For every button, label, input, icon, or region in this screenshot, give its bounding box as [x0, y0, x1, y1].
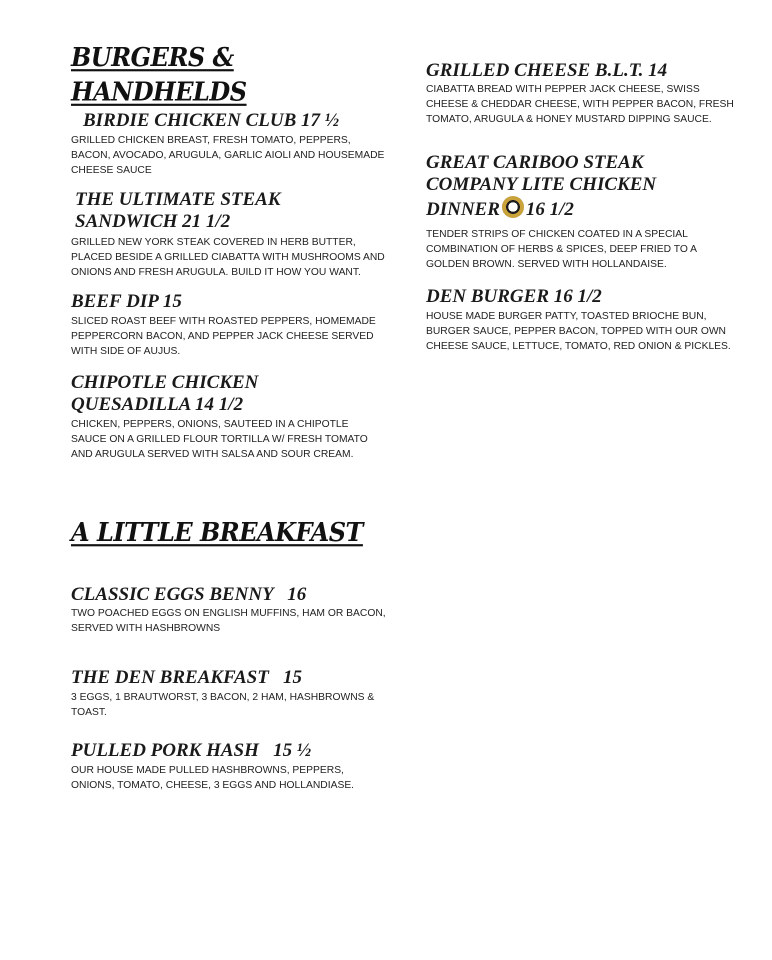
item-desc: TENDER STRIPS OF CHICKEN COATED IN A SPECIAL COMBINATION OF HERBS & SPICES, DEEP FRIED TO A GOLDEN BROWN. SERVED WITH HOLLANDAISE.: [426, 229, 697, 270]
menu-item-den-burger: [426, 286, 726, 308]
item-title: BIRDIE CHICKEN CLUB 17 ½: [83, 110, 340, 131]
item-title: CLASSIC EGGS BENNY 16: [71, 584, 307, 605]
menu-item-eggs-benny: [71, 584, 371, 606]
menu-item-ultimate-steak: [75, 189, 315, 233]
item-title: THE DEN BREAKFAST 15: [71, 667, 303, 688]
item-desc: TWO POACHED EGGS ON ENGLISH MUFFINS, HAM OR BACON, SERVED WITH HASHBROWNS: [71, 608, 386, 634]
item-desc: OUR HOUSE MADE PULLED HASHBROWNS, PEPPERS, ONIONS, TOMATO, CHEESE, 3 EGGS AND HOLLANDIASE.: [71, 765, 355, 791]
item-desc: 3 EGGS, 1 BRAUTWORST, 3 BACON, 2 HAM, HASHBROWNS & TOAST.: [71, 692, 375, 718]
menu-item-birdie: [83, 110, 383, 132]
item-title: CHIPOTLE CHICKEN QUESADILLA 14 1/2: [71, 372, 259, 415]
section-title-burgers: BURGERS & HANDHELDS: [71, 41, 247, 107]
menu-item-beef-dip: [71, 291, 371, 313]
menu-item-grilled-cheese-blt: [426, 60, 736, 82]
item-desc: CIABATTA BREAD WITH PEPPER JACK CHEESE, SWISS CHEESE & CHEDDAR CHEESE, WITH PEPPER BACON, FRESH TOMATO, ARUGULA & HONEY MUSTARD DIPPING SAUCE.: [426, 84, 734, 125]
item-desc: SLICED ROAST BEEF WITH ROASTED PEPPERS, HOMEMADE PEPPERCORN BACON, AND PEPPER JACK CHEESE SERVED WITH SIDE OF AUJUS.: [71, 316, 376, 357]
menu-item-pulled-pork-hash: [71, 740, 371, 762]
item-title: THE ULTIMATE STEAK SANDWICH 21 1/2: [75, 189, 281, 232]
item-desc: HOUSE MADE BURGER PATTY, TOASTED BRIOCHE BUN, BURGER SAUCE, PEPPER BACON, TOPPED WITH OUR OWN CHEESE SAUCE, LETTUCE, TOMATO, RED ONION & PICKLES.: [426, 311, 731, 352]
menu-item-cariboo-lite-chicken: [426, 152, 666, 221]
great-cariboo-logo-icon: [502, 196, 524, 218]
menu-item-den-breakfast: [71, 667, 371, 689]
item-title: BEEF DIP 15: [71, 291, 182, 312]
section-title-breakfast: A LITTLE BREAKFAST: [71, 516, 363, 548]
item-title: DEN BURGER 16 1/2: [426, 286, 602, 307]
item-title-main: GREAT CARIBOO STEAK COMPANY LITE CHICKEN DINNER: [426, 152, 657, 220]
menu-item-chipotle-quesadilla: [71, 372, 291, 416]
item-desc: GRILLED CHICKEN BREAST, FRESH TOMATO, PEPPERS, BACON, AVOCADO, ARUGULA, GARLIC AIOLI AND HOUSEMADE CHEESE SAUCE: [71, 135, 385, 176]
item-title: PULLED PORK HASH 15 ½: [71, 740, 312, 761]
item-title: GRILLED CHEESE B.L.T. 14: [426, 60, 668, 81]
item-desc: CHICKEN, PEPPERS, ONIONS, SAUTEED IN A CHIPOTLE SAUCE ON A GRILLED FLOUR TORTILLA W/ FRESH TOMATO AND ARUGULA SERVED WITH SALSA AND SOUR CREAM.: [71, 419, 368, 460]
item-title-price: 16 1/2: [525, 199, 574, 220]
item-desc: GRILLED NEW YORK STEAK COVERED IN HERB BUTTER, PLACED BESIDE A GRILLED CIABATTA WITH MUSHROOMS AND ONIONS AND FRESH ARUGULA. BUILD IT HOW YOU WANT.: [71, 237, 385, 278]
item-title: [426, 152, 666, 221]
